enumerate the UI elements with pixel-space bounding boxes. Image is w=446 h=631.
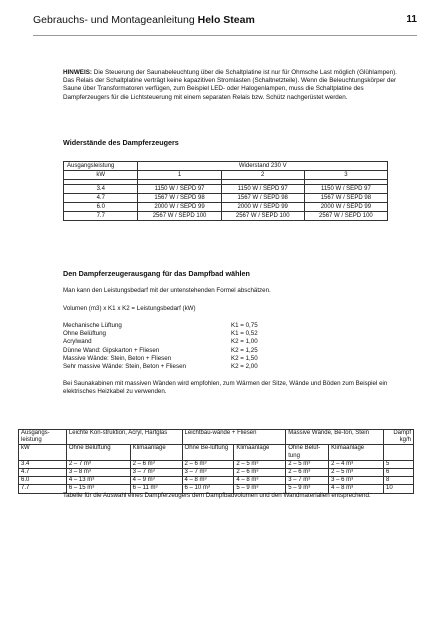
table-cell: 3 – 7 m³	[130, 469, 182, 477]
page-number: 11	[406, 14, 417, 25]
table-cell: 2567 W / SEPD 100	[221, 212, 304, 221]
table-cell: 2 – 5 m³	[329, 469, 384, 477]
table-cell: 2 – 4 m³	[329, 460, 384, 468]
steam-cell: 10	[384, 485, 414, 493]
table-cell: 2 – 6 m³	[182, 460, 234, 468]
header-light-construction: Leichte Kon-struktion, Acryl, Hartglas	[66, 430, 182, 445]
subheader-no-ventilation: Ohne Be-lüftung	[182, 445, 234, 460]
table-cell: 4 – 13 m³	[66, 477, 130, 485]
kw-cell: 3.4	[19, 460, 67, 468]
factor-value: K1 = 0,75	[231, 322, 258, 329]
table-cell: 4 – 8 m³	[329, 485, 384, 493]
table-cell	[384, 445, 414, 460]
note-paragraph	[63, 69, 403, 102]
table-row	[64, 212, 388, 221]
table-cell: 5 – 9 m³	[234, 485, 286, 493]
factor-value: K2 = 1,25	[231, 346, 258, 354]
header-massive-walls: Massive Wände, Be-ton, Stein	[286, 430, 384, 445]
table-cell: 1567 W / SEPD 98	[304, 194, 387, 203]
kw-cell: 7.7	[19, 485, 67, 493]
factor-row	[63, 363, 258, 371]
factor-value: K1 = 0,52	[231, 330, 258, 338]
table-cell: 2000 W / SEPD 99	[221, 203, 304, 212]
table-cell: 6 – 15 m³	[66, 485, 130, 493]
table-cell: 2 – 5 m³	[234, 460, 286, 468]
factor-row	[63, 355, 258, 363]
factor-label: Acrylwand	[63, 338, 92, 346]
col-output-header: Ausgangsleistung	[64, 162, 138, 171]
header-lightweight-walls: Leichtbau-wände + Fliesen	[182, 430, 286, 445]
factor-row	[63, 322, 258, 330]
factor-row	[63, 330, 258, 338]
table-cell: 2 – 7 m³	[66, 460, 130, 468]
col-resistance-header: Widerstand 230 V	[138, 162, 388, 171]
factor-label: Sehr massive Wände: Stein, Beton + Fliesen	[63, 363, 186, 371]
factor-value: K2 = 1,00	[231, 338, 258, 346]
kw-cell: 6.0	[64, 203, 138, 212]
title-prefix: Gebrauchs- und Montageanleitung	[33, 14, 198, 26]
col-2-header: 2	[221, 171, 304, 180]
table-cell: 3 – 6 m³	[329, 477, 384, 485]
table-cell: 2000 W / SEPD 99	[304, 203, 387, 212]
steam-cell: 8	[384, 477, 414, 485]
kw-cell: 3.4	[64, 185, 138, 194]
factor-label: Dünne Wand: Gipskarton + Fliesen	[63, 346, 160, 354]
selection-intro: Man kann den Leistungsbedarf mit der untenstehenden Formel abschätzen.	[63, 287, 271, 294]
table-cell: 4 – 8 m³	[234, 477, 286, 485]
subheader-ac: Klimaanlage	[329, 445, 384, 460]
table-row	[19, 460, 414, 468]
col-1-header: 1	[138, 171, 221, 180]
steam-cell: 5	[384, 460, 414, 468]
subheader-no-ventilation: Ohne Belüftung	[66, 445, 130, 460]
table-cell: 2 – 6 m³	[130, 460, 182, 468]
factor-value: K2 = 2,00	[231, 363, 258, 371]
header-divider	[33, 35, 417, 36]
table-cell: 3 – 8 m³	[66, 469, 130, 477]
table-caption: Tabelle für die Auswahl eines Dampferzeugers dem Dampfbadvolumen und den Wandmaterialien entsprechend.	[63, 492, 371, 499]
table-cell: 1150 W / SEPD 97	[221, 185, 304, 194]
page-header	[33, 14, 417, 34]
table-cell: 1567 W / SEPD 98	[138, 194, 221, 203]
subheader-no-ventilation: Ohne Belüf-tung	[286, 445, 329, 460]
table-cell: 2567 W / SEPD 100	[138, 212, 221, 221]
table-cell: 4 – 8 m³	[182, 477, 234, 485]
header-output: Ausgangs-leistung	[19, 430, 67, 445]
table-cell: 2 – 6 m³	[234, 469, 286, 477]
kw-cell: 4.7	[64, 194, 138, 203]
col-3-header: 3	[304, 171, 387, 180]
table-cell: 2 – 6 m³	[286, 469, 329, 477]
subheader-ac: Klimaanlage	[234, 445, 286, 460]
table-cell: 5 – 9 m³	[286, 485, 329, 493]
table-cell: 4 – 9 m³	[130, 477, 182, 485]
factor-row	[63, 338, 258, 346]
formula: Volumen (m3) x K1 x K2 = Leistungsbedarf (kW)	[63, 305, 196, 312]
factor-row	[63, 347, 258, 355]
header-steam: Dampf kg/h	[384, 430, 414, 445]
volume-table	[18, 429, 414, 494]
note-text: Die Steuerung der Saunabeleuchtung über die Schaltplatine ist nur für Ohmsche Last möglich (Glühlampen). Das Relais der Schaltplatine verträgt keine kapazitiven Stromlasten (Schaltnetzteile). Wenn die Beleuchtungskörper der Saune über Transformatoren verfügen, zum Beispiel LED- oder Halogenlampen, muss die Schaltplatine des Dampferzeugers für die Lichtsteuerung mit einem separaten Relais bzw. Schütz nachgerüstet werden.	[63, 69, 397, 101]
unit-cell: kW	[64, 171, 138, 180]
table-cell: 3 – 7 m³	[182, 469, 234, 477]
table-cell: 2 – 5 m³	[286, 460, 329, 468]
table-row	[19, 469, 414, 477]
resistance-heading: Widerstände des Dampferzeugers	[63, 138, 179, 147]
unit-kw: kW	[19, 445, 67, 460]
factor-value: K2 = 1,50	[231, 354, 258, 362]
note-label: HINWEIS:	[63, 69, 93, 76]
factor-label: Massive Wände: Stein, Beton + Fliesen	[63, 354, 172, 362]
resistance-table	[63, 161, 388, 221]
kw-cell: 6.0	[19, 477, 67, 485]
table-cell: 3 – 7 m³	[286, 477, 329, 485]
table-row	[64, 185, 388, 194]
kw-cell: 7.7	[64, 212, 138, 221]
factor-label: Mechanische Lüftung	[63, 322, 122, 329]
table-cell: 6 – 11 m³	[130, 485, 182, 493]
factor-list	[63, 322, 258, 371]
table-cell: 1150 W / SEPD 97	[138, 185, 221, 194]
product-name: Helo Steam	[197, 14, 255, 26]
table-cell: 2567 W / SEPD 100	[304, 212, 387, 221]
table-cell: 1567 W / SEPD 98	[221, 194, 304, 203]
subheader-ac: Klimaanlage	[130, 445, 182, 460]
kw-cell: 4.7	[19, 469, 67, 477]
document-title	[33, 14, 255, 26]
steam-cell: 6	[384, 469, 414, 477]
table-row	[19, 477, 414, 485]
table-row	[64, 194, 388, 203]
factor-label: Ohne Belüftung	[63, 330, 107, 338]
table-cell: 2000 W / SEPD 99	[138, 203, 221, 212]
table-row	[64, 203, 388, 212]
table-cell: 1150 W / SEPD 97	[304, 185, 387, 194]
heating-advice: Bei Saunakabinen mit massiven Wänden wird empfohlen, zum Wärmen der Sitze, Wände und Böden zum Beispiel ein elektrisches Heizkabel zu verwenden.	[63, 380, 388, 395]
selection-heading: Den Dampferzeugerausgang für das Dampfbad wählen	[63, 269, 250, 278]
table-cell: 6 – 10 m³	[182, 485, 234, 493]
